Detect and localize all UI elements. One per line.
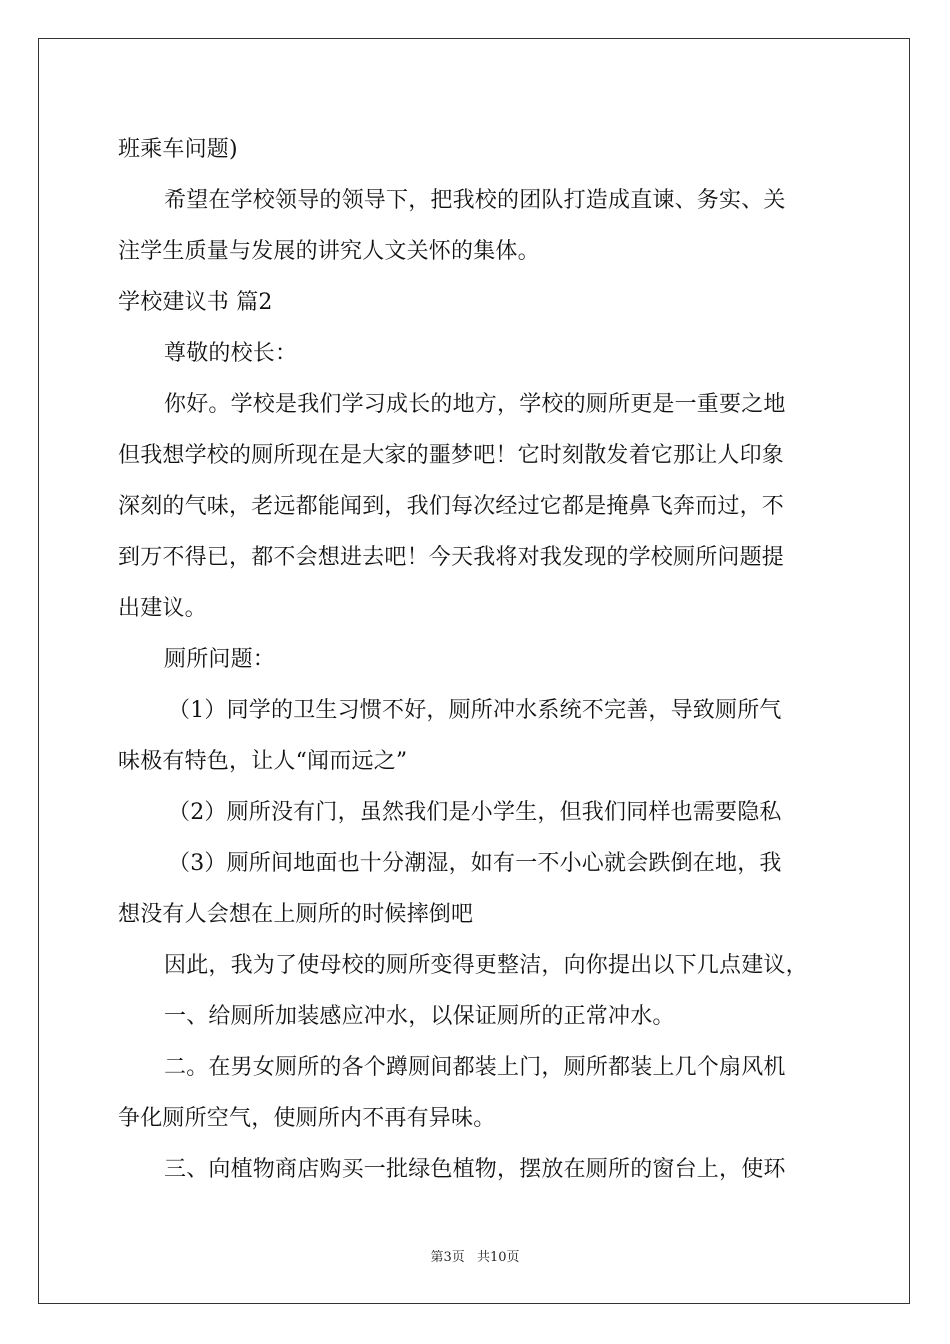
text-line: 深刻的气味，老远都能闻到，我们每次经过它都是掩鼻飞奔而过，不 bbox=[118, 494, 785, 519]
text-line: 到万不得已，都不会想进去吧！今天我将对我发现的学校厕所问题提 bbox=[118, 545, 785, 570]
text-line: 希望在学校领导的领导下，把我校的团队打造成直谏、务实、关 bbox=[164, 188, 786, 213]
text-line: 味极有特色，让人“闻而远之” bbox=[118, 749, 408, 774]
page-number: 第3页 bbox=[430, 1250, 465, 1265]
list-item: （2）厕所没有门，虽然我们是小学生，但我们同样也需要隐私 bbox=[168, 800, 782, 825]
list-item: （1）同学的卫生习惯不好，厕所冲水系统不完善，导致厕所气 bbox=[168, 698, 782, 723]
text-line: 班乘车问题) bbox=[118, 137, 238, 162]
text-line: 因此，我为了使母校的厕所变得更整洁，向你提出以下几点建议， bbox=[164, 953, 808, 978]
list-item: （3）厕所间地面也十分潮湿，如有一不小心就会跌倒在地，我 bbox=[168, 851, 782, 876]
text-line: 但我想学校的厕所现在是大家的噩梦吧！它时刻散发着它那让人印象 bbox=[118, 443, 785, 468]
text-line: 厕所问题： bbox=[164, 647, 276, 672]
page-total: 共10页 bbox=[476, 1250, 520, 1265]
text-line: 争化厕所空气，使厕所内不再有异味。 bbox=[118, 1106, 496, 1131]
list-item: 一、给厕所加装感应冲水，以保证厕所的正常冲水。 bbox=[164, 1004, 675, 1029]
list-item: 二。在男女厕所的各个蹲厕间都装上门，厕所都装上几个扇风机 bbox=[164, 1055, 786, 1080]
text-line: 注学生质量与发展的讲究人文关怀的集体。 bbox=[118, 239, 540, 264]
text-line: 出建议。 bbox=[118, 596, 207, 621]
document-body bbox=[118, 124, 838, 1195]
text-line: 你好。学校是我们学习成长的地方，学校的厕所更是一重要之地 bbox=[164, 392, 786, 417]
salutation: 尊敬的校长： bbox=[164, 341, 298, 366]
list-item: 三、向植物商店购买一批绿色植物，摆放在厕所的窗台上，使环 bbox=[164, 1157, 786, 1182]
text-line: 想没有人会想在上厕所的时候摔倒吧 bbox=[118, 902, 474, 927]
section-heading: 学校建议书 篇2 bbox=[118, 290, 273, 315]
page-footer bbox=[0, 1246, 950, 1265]
